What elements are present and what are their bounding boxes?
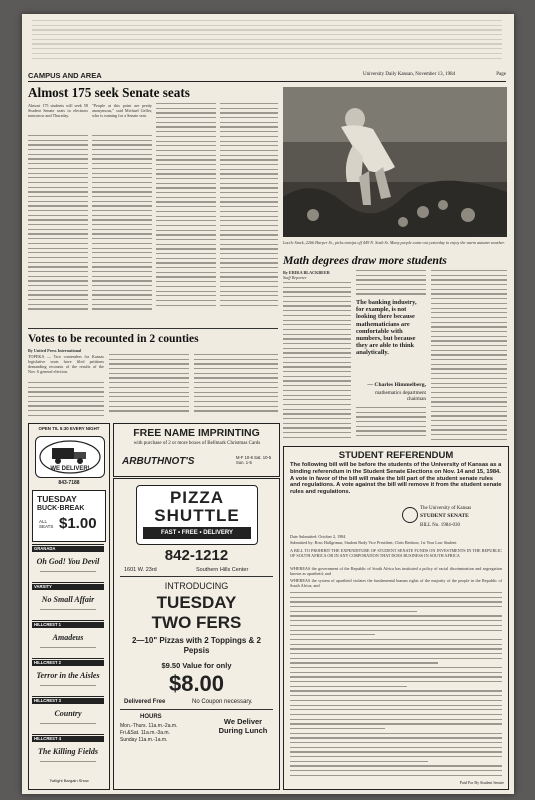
referendum-org-2: STUDENT SENATE bbox=[420, 513, 469, 519]
movie-listing bbox=[32, 620, 104, 657]
section-header bbox=[28, 71, 506, 82]
math-headline: Math degrees draw more students bbox=[283, 253, 447, 267]
movie-showtimes bbox=[40, 609, 96, 610]
senate-column-2 bbox=[92, 135, 152, 325]
pizza-deal: TWO FERS bbox=[151, 613, 242, 632]
referendum-submitted-by: Submitted by: Ross Hallgrimur, Student Body Vice President; Chris Benbow, 1st Year Law Student bbox=[290, 540, 457, 545]
pizza-rule bbox=[120, 576, 273, 577]
movie-showtimes bbox=[40, 685, 96, 686]
referendum-whereas-2: WHEREAS the system of apartheid violates the fundamental human rights of the majority of the people in the Republic of South Africa; and bbox=[290, 578, 502, 589]
movie-title: The Killing Fields bbox=[37, 747, 98, 756]
pizza-offer: 2—10" Pizzas with 2 Toppings & 2 Pepsis bbox=[131, 636, 261, 655]
photo-credit: Lee Wilson/KANSAN bbox=[473, 234, 506, 238]
movie-theater-name: HILLCREST 4 bbox=[32, 736, 104, 742]
paper-dateline: University Daily Kansan, November 13, 1984 bbox=[363, 72, 456, 77]
math-pull-quote: The banking industry, for example, is not looking there because mathematicians are comfortable with numbers, but because they are able to think analytically. bbox=[356, 299, 417, 357]
movie-theater-name: HILLCREST 1 bbox=[32, 622, 104, 628]
movie-ad-hours: OPEN TIL 5:30 EVERY NIGHT bbox=[38, 426, 100, 431]
referendum-intro: The following bill will be before the students of the University of Kansas as a binding referendum in the Student Senate Elections on Nov. 14 and 15, 1984. A vote in favor of the bill will make the bill part of the student senate rules and regulations. A vote against the bill will remove it from the student senate rules and regulations. bbox=[290, 462, 502, 496]
imprinting-hours: M-F 10-6 Sat. 10-5 Sun. 1-5 bbox=[236, 455, 272, 466]
votes-column-2 bbox=[109, 354, 189, 418]
imprinting-ad bbox=[113, 423, 280, 477]
movie-we-deliver: WE DELIVER! bbox=[50, 466, 90, 472]
promo-line-2: BUCK·BREAK bbox=[37, 505, 85, 512]
movie-title: Amadeus bbox=[52, 633, 84, 642]
pizza-brand-bottom: SHUTTLE bbox=[154, 506, 240, 525]
math-byline: By ERIKA BLACKBEER bbox=[283, 270, 330, 275]
imprinting-title: FREE NAME IMPRINTING bbox=[133, 427, 260, 439]
movie-theater-name: HILLCREST 3 bbox=[32, 698, 104, 704]
imprinting-store: ARBUTHNOT'S bbox=[122, 456, 195, 467]
photo-woman-gardening bbox=[283, 87, 507, 237]
movie-showtimes bbox=[40, 723, 96, 724]
page-label: Page bbox=[496, 72, 506, 77]
referendum-title: STUDENT REFERENDUM bbox=[338, 450, 454, 461]
movie-listing bbox=[32, 582, 104, 619]
pizza-we-deliver: We Deliver During Lunch bbox=[218, 717, 268, 735]
movie-footer: Twilight Bargain Show bbox=[49, 778, 89, 783]
pizza-brand-top: PIZZA bbox=[169, 488, 225, 507]
movie-title: Oh God! You Devil bbox=[36, 557, 100, 566]
pizza-value: $9.50 Value for only bbox=[161, 661, 232, 670]
math-byline-role: Staff Reporter bbox=[283, 275, 307, 280]
math-column-1 bbox=[283, 282, 351, 440]
promo-price: $1.00 bbox=[59, 515, 97, 532]
pizza-intro: INTRODUCING bbox=[164, 581, 229, 591]
movie-title: Terror in the Aisles bbox=[36, 671, 100, 680]
movie-delivery-logo bbox=[35, 436, 105, 478]
votes-byline: By United Press International bbox=[28, 348, 82, 353]
seal-icon bbox=[402, 507, 418, 523]
votes-column-3 bbox=[194, 354, 278, 418]
referendum-whereas-1: WHEREAS the government of the Republic of South Africa has instituted a policy of racial discrimination and segregation known as apartheid; and bbox=[290, 566, 502, 577]
math-column-2-bottom bbox=[356, 407, 426, 441]
votes-headline: Votes to be recounted in 2 counties bbox=[28, 332, 199, 345]
movie-listing bbox=[32, 734, 104, 771]
movie-phone: 843-7188 bbox=[58, 480, 80, 486]
referendum-bill-no: BILL No. 1984-030 bbox=[420, 523, 460, 528]
senate-column-4 bbox=[220, 103, 278, 325]
pizza-hours-label: HOURS bbox=[140, 714, 162, 720]
movie-showtimes bbox=[40, 647, 96, 648]
pizza-location: Southern Hills Center bbox=[196, 567, 249, 573]
referendum-body bbox=[290, 592, 502, 780]
pizza-hours-1: Mon.-Thurs. 11a.m.-2a.m. bbox=[120, 723, 178, 729]
pizza-rule-2 bbox=[120, 709, 273, 710]
votes-lead: TOPEKA — Two contenders for Kansas legislative seats have filed petitions demanding recounts of the results of the Nov. 6 general election. bbox=[28, 354, 104, 375]
referendum-submitted: Date Submitted: October 2, 1984 bbox=[290, 534, 346, 539]
math-column-3 bbox=[431, 270, 507, 440]
movie-listing bbox=[32, 544, 104, 581]
movie-title: Country bbox=[54, 709, 82, 718]
movie-theater-name: GRANADA bbox=[32, 546, 104, 552]
referendum-footer: Paid For By Student Senate bbox=[459, 780, 504, 785]
pizza-day: TUESDAY bbox=[156, 593, 237, 612]
math-column-2-top bbox=[356, 270, 426, 300]
section-title: CAMPUS AND AREA bbox=[28, 71, 102, 80]
senate-column-1 bbox=[28, 135, 88, 325]
buck-break-promo bbox=[32, 490, 106, 542]
referendum-org-1: The University of Kansas bbox=[420, 506, 472, 511]
promo-line-1: TUESDAY bbox=[37, 494, 77, 504]
pizza-no-coupon: No Coupon necessary. bbox=[192, 699, 253, 705]
promo-sub: ALL SEATS bbox=[39, 519, 54, 529]
pizza-price: $8.00 bbox=[168, 671, 225, 696]
senate-column-3 bbox=[156, 103, 216, 325]
pizza-address: 1601 W. 23rd bbox=[124, 567, 157, 573]
pizza-phone: 842-1212 bbox=[164, 547, 229, 564]
pizza-logo bbox=[136, 485, 258, 545]
movie-listing bbox=[32, 696, 104, 733]
votes-column-1 bbox=[28, 382, 104, 418]
photo bbox=[283, 87, 507, 237]
senate-quote: "People at this point are pretty anonymous," said Michael Geller, who is running for a Senate seat. bbox=[92, 103, 152, 119]
pizza-hours-2: Fri.&Sat. 11a.m.-3a.m. bbox=[120, 730, 170, 736]
movie-theater-name: VARSITY bbox=[32, 584, 104, 590]
math-pull-attrib: — Charles Himmelberg, bbox=[367, 382, 426, 388]
pizza-hours-3: Sunday 11a.m.-1a.m. bbox=[120, 737, 168, 743]
referendum-bill-title: A BILL TO PROHIBIT THE EXPENDITURE OF STUDENT SENATE FUNDS ON INVESTMENTS IN THE REPUBLIC OF SOUTH AFRICA OR IN ANY CORPORATION THAT DOES BUSINESS IN SOUTH AFRICA bbox=[290, 548, 502, 559]
movie-listing bbox=[32, 658, 104, 695]
movie-showtimes bbox=[40, 571, 96, 572]
newspaper-page bbox=[22, 14, 514, 794]
senate-headline: Almost 175 seek Senate seats bbox=[28, 85, 190, 100]
imprinting-subtitle: with purchase of 2 or more boxes of Bellmark Christmas Cards bbox=[133, 441, 261, 446]
movie-title: No Small Affair bbox=[41, 595, 95, 604]
pizza-delivered: Delivered Free bbox=[124, 699, 166, 705]
pizza-tagline: FAST • FREE • DELIVERY bbox=[143, 527, 251, 539]
referendum-ad bbox=[283, 446, 509, 790]
previous-page-bleed bbox=[32, 20, 502, 60]
senate-lead: Almost 175 students will seek 58 Student Senate seats in elections tomorrow and Thursday. bbox=[28, 103, 88, 119]
photo-caption: Lucile Stack, 2266 Harper St., picks turnips off 449 N. Sixth St. Many people came out yesterday to enjoy the warm autumn weather. bbox=[283, 240, 505, 245]
movie-showtimes bbox=[40, 761, 96, 762]
math-pull-role: mathematics department chairman bbox=[375, 390, 426, 402]
movie-ad bbox=[28, 423, 110, 790]
movie-theater-name: HILLCREST 2 bbox=[32, 660, 104, 666]
pizza-ad bbox=[113, 478, 280, 790]
section-rule bbox=[28, 328, 278, 329]
